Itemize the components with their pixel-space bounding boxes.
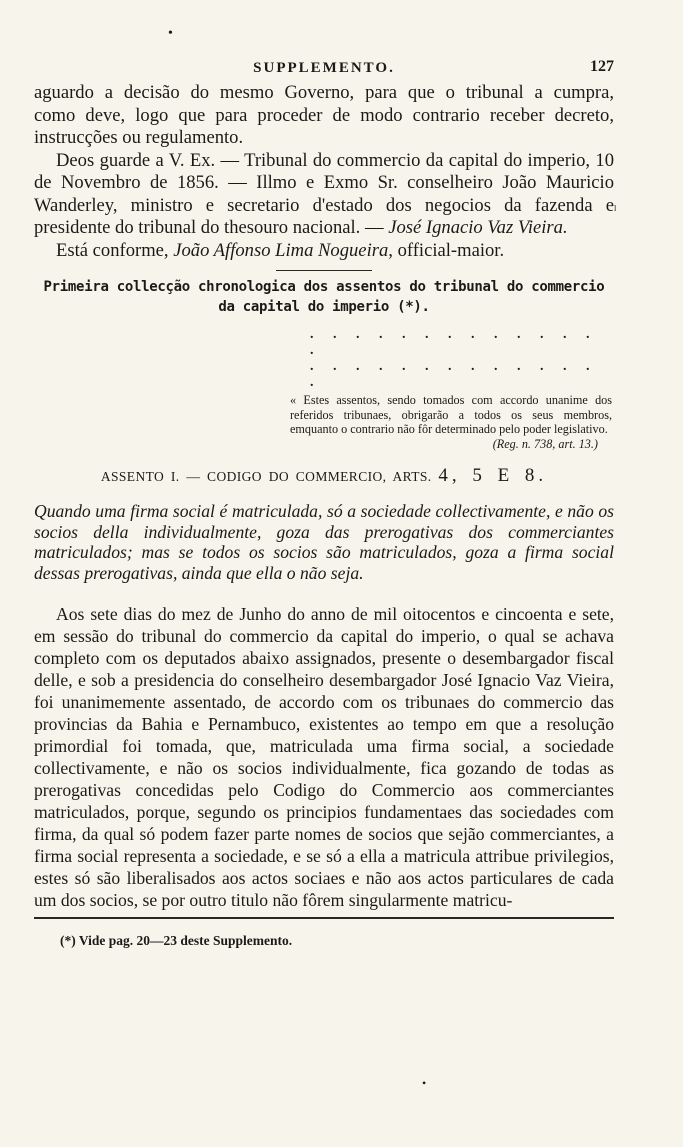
dots-row: . . . . . . . . . . . . . . [310,359,598,390]
assento-body-text: Aos sete dias do mez de Junho do anno de mil oitocentos e cincoenta e sete, em sessão do tribunal do commercio da capital do imperio, o qual se achava completo com os deputados abaixo assignados, presente o desembargador fiscal delle, e sob a presidencia do conselheiro desembargador José Ignacio Vaz Vieira, foi unanimemente assentado, de accordo com os tribunaes do commercio das provincias da Bahia e Pernambuco, existentes ao tempo em que a resolução primordial foi tomada, que, matriculada uma firma social, a sociedade collectivamente, e não os socios individualmente, fica gozando de todas as prerogativas concedidas pelo Codigo do Commercio aos commerciantes matriculados, porque, segundo os principios fundamentaes das sociedades com firma, da qual só podem fazer parte nomes de socios que sejão commerciantes, a firma social representa a sociedade, e se só a ella a matricula attribue privilegios, estes só são liberalisados aos actos sociaes e não aos actos particulares de cada um dos socios, se por outro titulo não fôrem singularmente matricu- [34,604,614,911]
footnote-divider [34,917,614,919]
assento-heading-text: ASSENTO I. — CODIGO DO COMMERCIO, ARTS. [100,469,432,485]
letter-ending [34,82,617,262]
section-heading [34,277,614,317]
bottom-bullet: • [422,1076,427,1090]
document-page [34,56,617,949]
conforme-suffix: official-maior. [397,239,505,261]
page-title: SUPPLEMENTO. [253,60,395,76]
section-divider [276,270,372,271]
conforme-name: João Affonso Lima Nogueira, [173,239,393,261]
quoted-note-citation: (Reg. n. 738, art. 13.) [492,436,598,451]
section-heading-line: da capital do imperio (*). [218,299,430,315]
running-head [34,56,614,82]
assento-body [34,603,614,911]
conforme-line [34,240,614,263]
letter-line: como deve, logo que para proceder de modo contrario receber decreto, [34,104,614,126]
letter-closing [34,149,617,240]
assento-summary: Quando uma firma social é matriculada, só a sociedade collectivamente, e não os socios della individualmente, goza das prerogativas dos commerciantes matriculados; mas se todos os socios são matriculados, goza a firma social dessas prerogativas, ainda que ella o não seja. [34,501,614,583]
letter-line: instrucções ou regulamento. [34,127,244,148]
closing-text: Deos guarde a V. Ex. — Tribunal do commercio da capital do imperio, 10 de Novembro de 1856. — Illmo e Exmo Sr. conselheiro João Mauricio Wanderley, ministro e secretario d'estado dos negocios da fazenda e presidente do tribunal do thesouro nacional. — [34,149,614,238]
quoted-note [290,393,612,451]
page-number: 127 [590,58,614,75]
dots-row: . . . . . . . . . . . . . . [310,327,598,358]
signatory: José Ignacio Vaz Vieira. [388,217,568,238]
section-heading-line: Primeira collecção chronologica dos assentos do tribunal do commercio [43,279,605,295]
ellipsis-rows [34,327,614,391]
assento-arts: 4, 5 E 8. [438,465,548,487]
quoted-note-text: « Estes assentos, sendo tomados com accordo unanime dos referidos tribunaes, obrigarão a todos os seus membros, emquanto o contrario não fôr determinado pelo poder legislativo. [290,393,612,437]
top-mark: • [168,26,173,41]
margin-mark: ˡ [614,204,617,219]
footnote: (*) Vide pag. 20—23 deste Supplemento. [60,933,293,949]
assento-heading [34,465,614,487]
conforme-prefix: Está conforme, [56,239,169,261]
letter-line: aguardo a decisão do mesmo Governo, para que o tribunal a cumpra, [34,82,614,103]
